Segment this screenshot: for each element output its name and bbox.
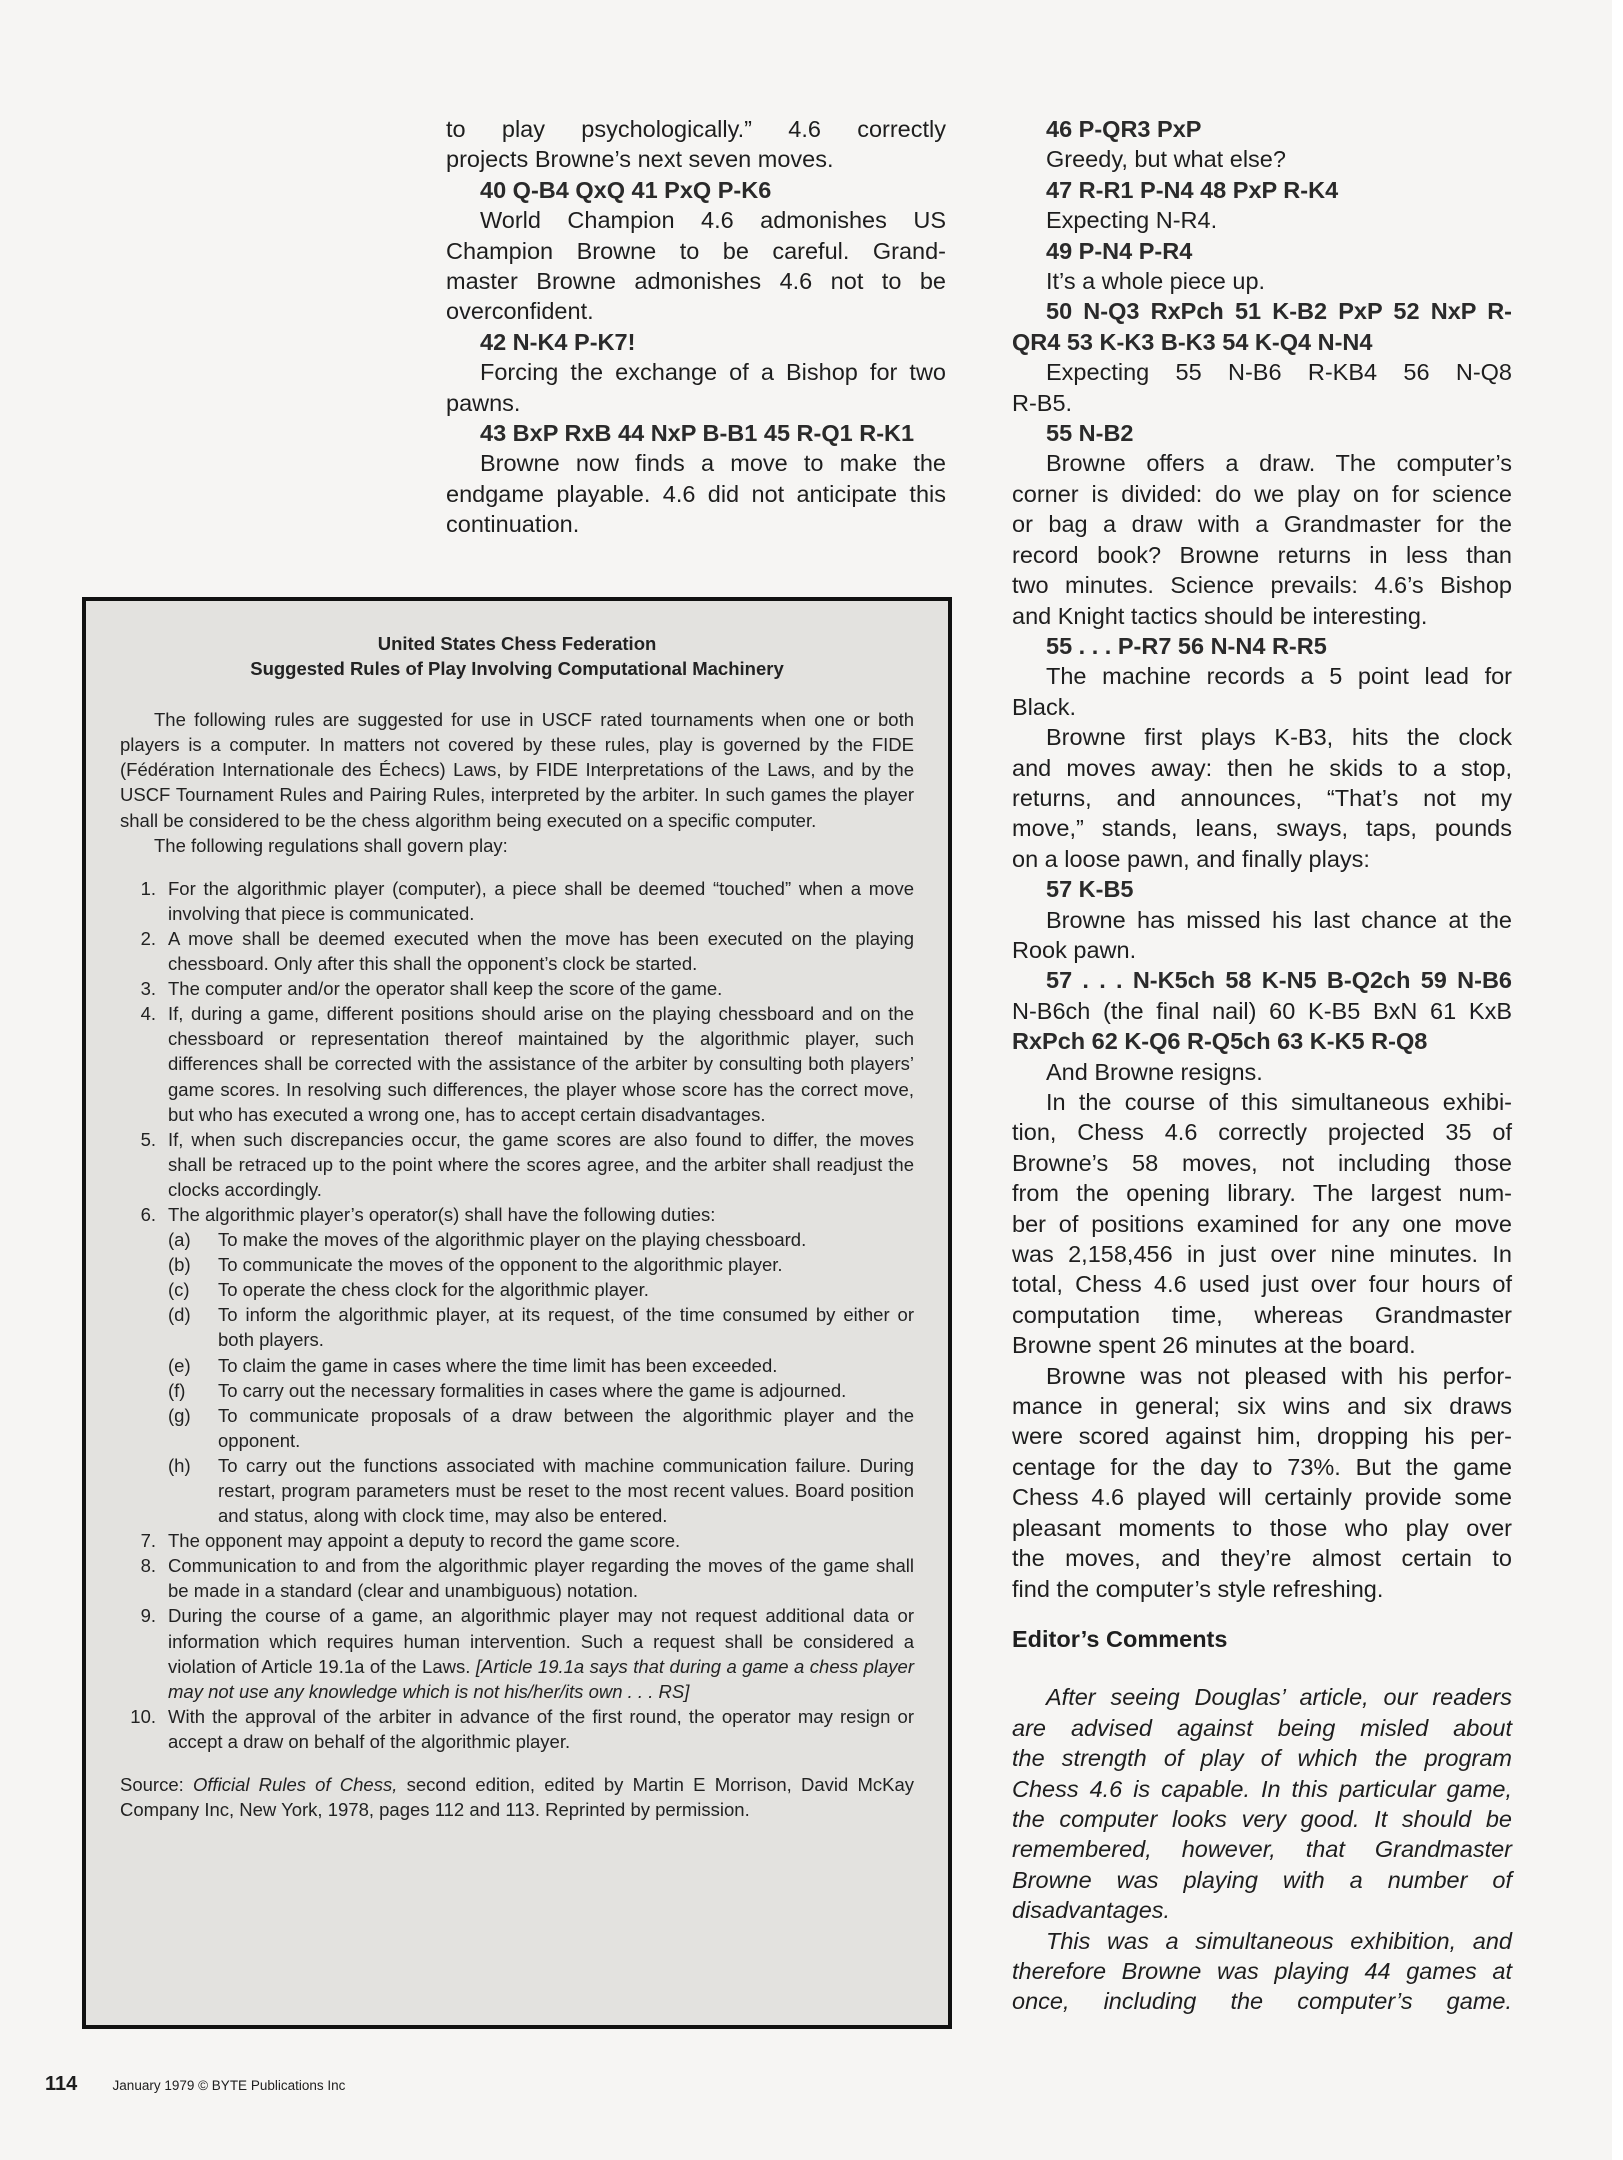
rule-item [120,1704,914,1754]
duty-item [168,1227,914,1252]
duty-text: To communicate the moves of the opponent to the algorithmic player. [218,1254,783,1276]
duty-letter: (c) [168,1279,190,1301]
right-column-line: was 2,158,456 in just over nine minutes. In [1012,1241,1512,1268]
right-column-line: The machine records a 5 point lead for [1046,663,1512,690]
rules-list [120,876,914,1754]
right-column-line: ber of positions examined for any one move [1012,1210,1512,1237]
duty-text: To inform the algorithmic player, at its request, of the time consumed by either or both players. [218,1304,914,1351]
page-number: 114 [45,2073,78,2095]
rule-text: If, when such discrepancies occur, the game scores are also found to differ, the moves shall be retraced up to the point where the scores agree, and the arbiter shall readjust the clocks accordingly. [168,1128,914,1200]
rule-item [120,926,914,976]
duty-text: To communicate proposals of a draw between the algorithmic player and the opponent. [218,1404,914,1451]
right-column-line: move,” stands, leans, sways, taps, pounds [1012,815,1512,842]
rule-item [120,1603,914,1703]
right-column-line: or bag a draw with a Grandmaster for the [1012,511,1512,538]
right-column-line: And Browne resigns. [1046,1058,1263,1085]
right-column-line: Black. [1012,693,1076,720]
right-column-line: Greedy, but what else? [1046,146,1286,173]
right-column-line: Rook pawn. [1012,936,1137,963]
right-column-line: Browne spent 26 minutes at the board. [1012,1332,1416,1359]
rule-text: A move shall be deemed executed when the move has been executed on the playing chessboard. Only after this shall the opponent’s clock be started. [168,927,914,975]
duty-letter: (h) [168,1454,191,1476]
duty-item [168,1453,914,1528]
left-column-line: Browne now finds a move to make the [480,450,946,477]
right-column-line: disadvantages. [1012,1897,1171,1924]
uscf-rules-box [82,597,952,2029]
right-column-line: R-B5. [1012,389,1073,416]
right-column-line: RxPch 62 K-Q6 R-Q5ch 63 K-K5 R-Q8 [1012,1028,1428,1055]
rule-text: The computer and/or the operator shall keep the score of the game. [168,978,723,1000]
rule-text: The opponent may appoint a deputy to record the game score. [168,1530,681,1552]
duty-letter: (f) [168,1379,186,1401]
left-column-line: projects Browne’s next seven moves. [446,146,834,173]
duty-item [168,1302,914,1352]
rule-item [120,1001,914,1126]
duties-list [168,1227,914,1528]
left-column-line: overconfident. [446,298,594,325]
source-details: second edition, edited by Martin E Morrison, David McKay Company Inc, New York, 1978, pages 112 and 113. Reprinted by permission. [120,1774,915,1821]
rule-item [120,1528,914,1553]
rule-number: 7. [140,1530,156,1552]
right-column-line: 49 P-N4 P-R4 [1046,237,1193,264]
source-label: Source: [120,1774,193,1796]
duty-text: To make the moves of the algorithmic player on the playing chessboard. [218,1229,807,1251]
rule-number: 2. [140,927,156,949]
article-column-right [1012,114,1512,2017]
rule-text: The algorithmic player’s operator(s) shall have the following duties: [168,1203,716,1225]
right-column-line: 50 N-Q3 RxPch 51 K-B2 PxP 52 NxP R- [1046,298,1512,325]
footer-info: January 1979 © BYTE Publications Inc [112,2078,346,2093]
right-column-line: Editor’s Comments [1012,1625,1228,1652]
duty-text: To carry out the functions associated with machine communication failure. During restart, program parameters must be reset to the most recent values. Board position and status, along with clock time, may also be entered. [218,1454,914,1527]
rule-item [120,1553,914,1603]
duty-item [168,1353,914,1378]
duty-item [168,1277,914,1302]
right-column-line: Expecting 55 N-B6 R-KB4 56 N-Q8 [1046,359,1512,386]
duty-letter: (g) [168,1404,191,1426]
right-column-line: 47 R-R1 P-N4 48 PxP R-K4 [1046,176,1339,203]
left-column-line: endgame playable. 4.6 did not anticipate this [446,480,946,507]
rule-text: Communication to and from the algorithmic player regarding the moves of the game shall be made in a standard (clear and unambiguous) notation. [168,1555,914,1602]
right-column-line: centage for the day to 73%. But the game [1012,1453,1512,1480]
right-column-line: tion, Chess 4.6 correctly projected 35 of [1012,1119,1512,1146]
right-column-line: were scored against him, dropping his per- [1012,1423,1512,1450]
right-column-line: This was a simultaneous exhibition, and [1046,1927,1512,1954]
left-column-line: to play psychologically.” 4.6 correctly [446,116,946,142]
rule-number: 6. [140,1203,156,1225]
right-column-line: In the course of this simultaneous exhibi- [1046,1089,1512,1115]
right-column-line: Expecting N-R4. [1046,207,1218,234]
right-column-line: 46 P-QR3 PxP [1046,116,1202,142]
duty-letter: (e) [168,1354,191,1376]
right-column-line: the computer looks very good. It should be [1012,1805,1512,1832]
right-column-line: QR4 53 K-K3 B-K3 54 K-Q4 N-N4 [1012,328,1373,355]
right-column-line: once, including the computer’s game. [1012,1988,1512,2015]
duty-letter: (a) [168,1229,191,1251]
rule-item [120,976,914,1001]
rule-number: 1. [140,877,156,899]
right-column-line: After seeing Douglas’ article, our readers [1046,1684,1512,1711]
right-column-line: from the opening library. The largest num- [1012,1180,1512,1207]
duty-text: To carry out the necessary formalities in cases where the game is adjourned. [218,1379,847,1401]
right-column-line: 57 . . . N-K5ch 58 K-N5 B-Q2ch 59 N-B6 [1046,967,1512,994]
right-column-line: 57 K-B5 [1046,876,1134,903]
right-column-line: Chess 4.6 played will certainly provide some [1012,1484,1512,1511]
right-column-line: It’s a whole piece up. [1046,268,1266,295]
duty-text: To operate the chess clock for the algorithmic player. [218,1279,649,1301]
article-column-left [446,114,946,540]
right-column-line: Chess 4.6 is capable. In this particular game, [1012,1775,1512,1802]
duty-letter: (d) [168,1304,191,1326]
rule-9-note: [Article 19.1a says that during a game a chess player may not use any knowledge which is not his/her/its own . . . RS] [168,1655,914,1702]
right-column-line: computation time, whereas Grandmaster [1012,1301,1512,1328]
duty-text: To claim the game in cases where the time limit has been exceeded. [218,1354,778,1376]
left-column-line: 42 N-K4 P-K7! [480,328,636,355]
right-column-line: Browne was not pleased with his perfor- [1046,1362,1512,1389]
duty-item [168,1252,914,1277]
right-column-line: the moves, and they’re almost certain to [1012,1545,1512,1572]
left-column-line: Forcing the exchange of a Bishop for two [480,359,946,386]
right-column-line: returns, and announces, “That’s not my [1012,784,1512,811]
rule-number: 8. [140,1555,156,1577]
right-column-line: mance in general; six wins and six draws [1012,1393,1512,1420]
left-column-line: World Champion 4.6 admonishes US [480,207,946,234]
rule-text: For the algorithmic player (computer), a piece shall be deemed “touched” when a move involving that piece is communicated. [168,877,914,924]
left-column-line: 40 Q-B4 QxQ 41 PxQ P-K6 [480,176,772,203]
duty-letter: (b) [168,1254,191,1276]
left-column-line: 43 BxP RxB 44 NxP B-B1 45 R-Q1 R-K1 [480,420,915,447]
rule-text: If, during a game, different positions should arise on the playing chessboard and on the chessboard or representation thereof maintained by the algorithmic player, such differences shall be corrected with the assistance of the arbiter by consulting both players’ game scores. In resolving such differences, the player whose score has the correct move, but who has executed a wrong one, has to accept certain disadvantages. [168,1003,914,1125]
box-intro: The following rules are suggested for use in USCF rated tournaments when one or both players is a computer. In matters not covered by these rules, play is governed by the FIDE (Fédération Internationale des Échecs) Laws, by FIDE Interpretations of the Laws, and by the USCF Tournament Rules and Pairing Rules, interpreted by the arbiter. In such games the player shall be considered to be the chess algorithm being executed on a specific computer. [120,709,914,831]
rule-item [120,1202,914,1528]
right-column-line: are advised against being misled about [1012,1714,1512,1741]
right-column-line: total, Chess 4.6 used just over four hours of [1012,1271,1512,1298]
right-column-line: remembered, however, that Grandmaster [1012,1836,1512,1863]
right-column-line: Browne has missed his last chance at the [1046,906,1512,933]
right-column-line: 55 N-B2 [1046,420,1134,447]
right-column-line: and moves away: then he skids to a stop, [1012,754,1512,781]
rule-text: With the approval of the arbiter in advance of the first round, the operator may resign or accept a draw on behalf of the algorithmic player. [168,1705,914,1752]
right-column-line: pleasant moments to those who play over [1012,1514,1512,1541]
right-column-line: Browne’s 58 moves, not including those [1012,1149,1512,1176]
right-column-line: therefore Browne was playing 44 games at [1012,1957,1512,1984]
right-column-line: the strength of play of which the program [1012,1745,1512,1772]
left-column-line: continuation. [446,511,580,538]
box-title-line2: Suggested Rules of Play Involving Computational Machinery [250,658,784,680]
left-column-line: Champion Browne to be careful. Grand- [446,237,946,264]
right-column-line: find the computer’s style refreshing. [1012,1575,1384,1602]
right-column-line: N-B6ch (the final nail) 60 K-B5 BxN 61 KxB [1012,997,1512,1024]
box-source [120,1772,914,1822]
source-title: Official Rules of Chess, [192,1774,398,1796]
right-column-line: and Knight tactics should be interesting. [1012,602,1428,629]
duty-item [168,1403,914,1453]
rule-number: 10. [130,1705,156,1727]
rule-number: 5. [140,1128,156,1150]
right-column-line: Browne offers a draw. The computer’s [1046,450,1512,477]
left-column-line: pawns. [446,389,521,416]
right-column-line: record book? Browne returns in less than [1012,541,1512,568]
right-column-line: corner is divided: do we play on for science [1012,480,1512,507]
right-column-line: on a loose pawn, and finally plays: [1012,845,1370,872]
left-column-line: master Browne admonishes 4.6 not to be [446,268,946,295]
right-column-line: two minutes. Science prevails: 4.6’s Bishop [1012,572,1512,599]
box-intro-2: The following regulations shall govern play: [154,834,508,856]
rule-item [120,876,914,926]
page-footer [45,2073,345,2096]
rule-number: 4. [140,1003,156,1025]
rule-item [120,1127,914,1202]
right-column-line: Browne first plays K-B3, hits the clock [1046,724,1512,751]
rule-number: 3. [140,978,156,1000]
box-title-line1: United States Chess Federation [377,633,657,654]
right-column-line: Browne was playing with a number of [1012,1866,1512,1893]
rule-number: 9. [140,1605,156,1627]
duty-item [168,1378,914,1403]
right-column-line: 55 . . . P-R7 56 N-N4 R-R5 [1046,632,1327,659]
rule-text: During the course of a game, an algorithmic player may not request additional data or information which requires human intervention. Such a request shall be considered a violation of Article 19.1a of the Laws. [168,1605,914,1677]
